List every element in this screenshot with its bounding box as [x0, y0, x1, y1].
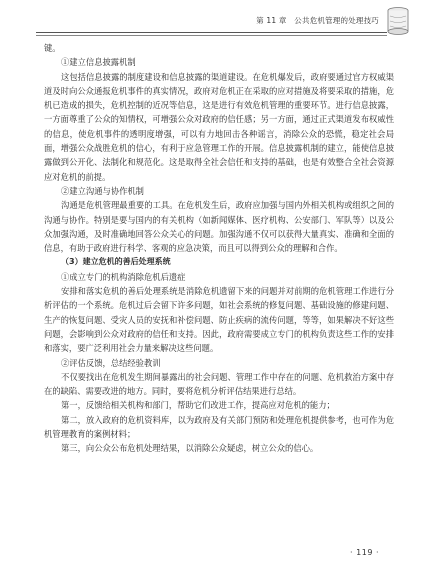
paragraph: 这包括信息披露的制度建设和信息披露的渠道建设。在危机爆发后，政府要通过官方权威渠道及时向公众通报危机事件的真实情况，政府对危机正在采取的应对措施及将要采取的措施，危机已造成的损失，危机控制的近况等信息，这是进行有效危机管理的重要环节。进行信息披露，一方面尊重了公众的知情权，可增强公众对政府的信任感；另一方面，通过正式渠道发布权威性的信息，使危机事件的透明度增强，可以有力地回击各种谣言，消除公众的恐慌，稳定社会局面，增强公众战胜危机的信心，有利于应急管理工作的开展。信息披露机制的建立，能使信息披露做到公开化、法制化和规范化。这是取得全社会信任和支持的基础，也是有效整合全社会资源应对危机的前提。	[44, 71, 394, 182]
page-number: · 119 ·	[350, 548, 379, 557]
subheading-communication: ②建立沟通与协作机制	[61, 185, 144, 196]
subheading-info-disclosure: ①建立信息披露机制	[61, 57, 136, 68]
page-header	[0, 0, 427, 40]
paragraph: 安排和落实危机的善后处理系统是消除危机遗留下来的问题并对前期的危机管理工作进行分析评估的一个系统。危机过后会留下许多问题，如社会系统的修复问题、基础设施的修建问题、生产的恢复问题、受灾人员的安抚和补偿问题、防止疾病的流传问题，等等，如果解决不好这些问题，会影响到公众对政府的信任和支持。因此，政府需要成立专门的机构负责这些工作的安排和落实，要广泛利用社会力量来解决这些问题。	[44, 286, 394, 354]
chapter-title: 第 11 章 公共危机管理的处理技巧	[256, 16, 379, 25]
paragraph-continuation: 键。	[44, 43, 61, 53]
paragraph: 不仅要找出在危机发生期间暴露出的社会问题、管理工作中存在的问题、危机救治方案中存在的缺陷、需要改进的地方。同时，要将危机分析评估结果进行总结。	[44, 371, 394, 397]
subheading-evaluation: ②评估反馈，总结经验教训	[61, 357, 161, 368]
list-item: 第二，放入政府的危机资料库，以为政府及有关部门预防和处理危机提供参考，也可作为危机管理教育的案例材料；	[44, 414, 394, 440]
list-item: 第一，反馈给相关机构和部门，帮助它们改进工作，提高应对危机的能力；	[61, 400, 335, 411]
list-item: 第三，向公众公布危机处理结果，以消除公众疑虑，树立公众的信心。	[61, 443, 319, 454]
body-text	[44, 41, 394, 456]
section-heading: （3）建立危机的善后处理系统	[61, 257, 171, 267]
header-rule	[36, 32, 387, 33]
header-rule-thin	[36, 35, 387, 36]
subheading-aftermath-agency: ①成立专门的机构消除危机后遗症	[61, 271, 186, 282]
paragraph: 沟通是危机管理最重要的工具。在危机发生后，政府应加强与国内外相关机构或组织之间的沟通与协作。特别是要与国内的有关机构（如新闻媒体、医疗机构、公安部门、军队等）以及公众加强沟通，及时准确地回答公众关心的问题。加强沟通不仅可以获得大量真实、准确和全面的信息，有助于政府进行科学、客观的应急决策，而且可以得到公众的理解和合作。	[44, 200, 394, 254]
scroll-icon	[385, 6, 411, 36]
